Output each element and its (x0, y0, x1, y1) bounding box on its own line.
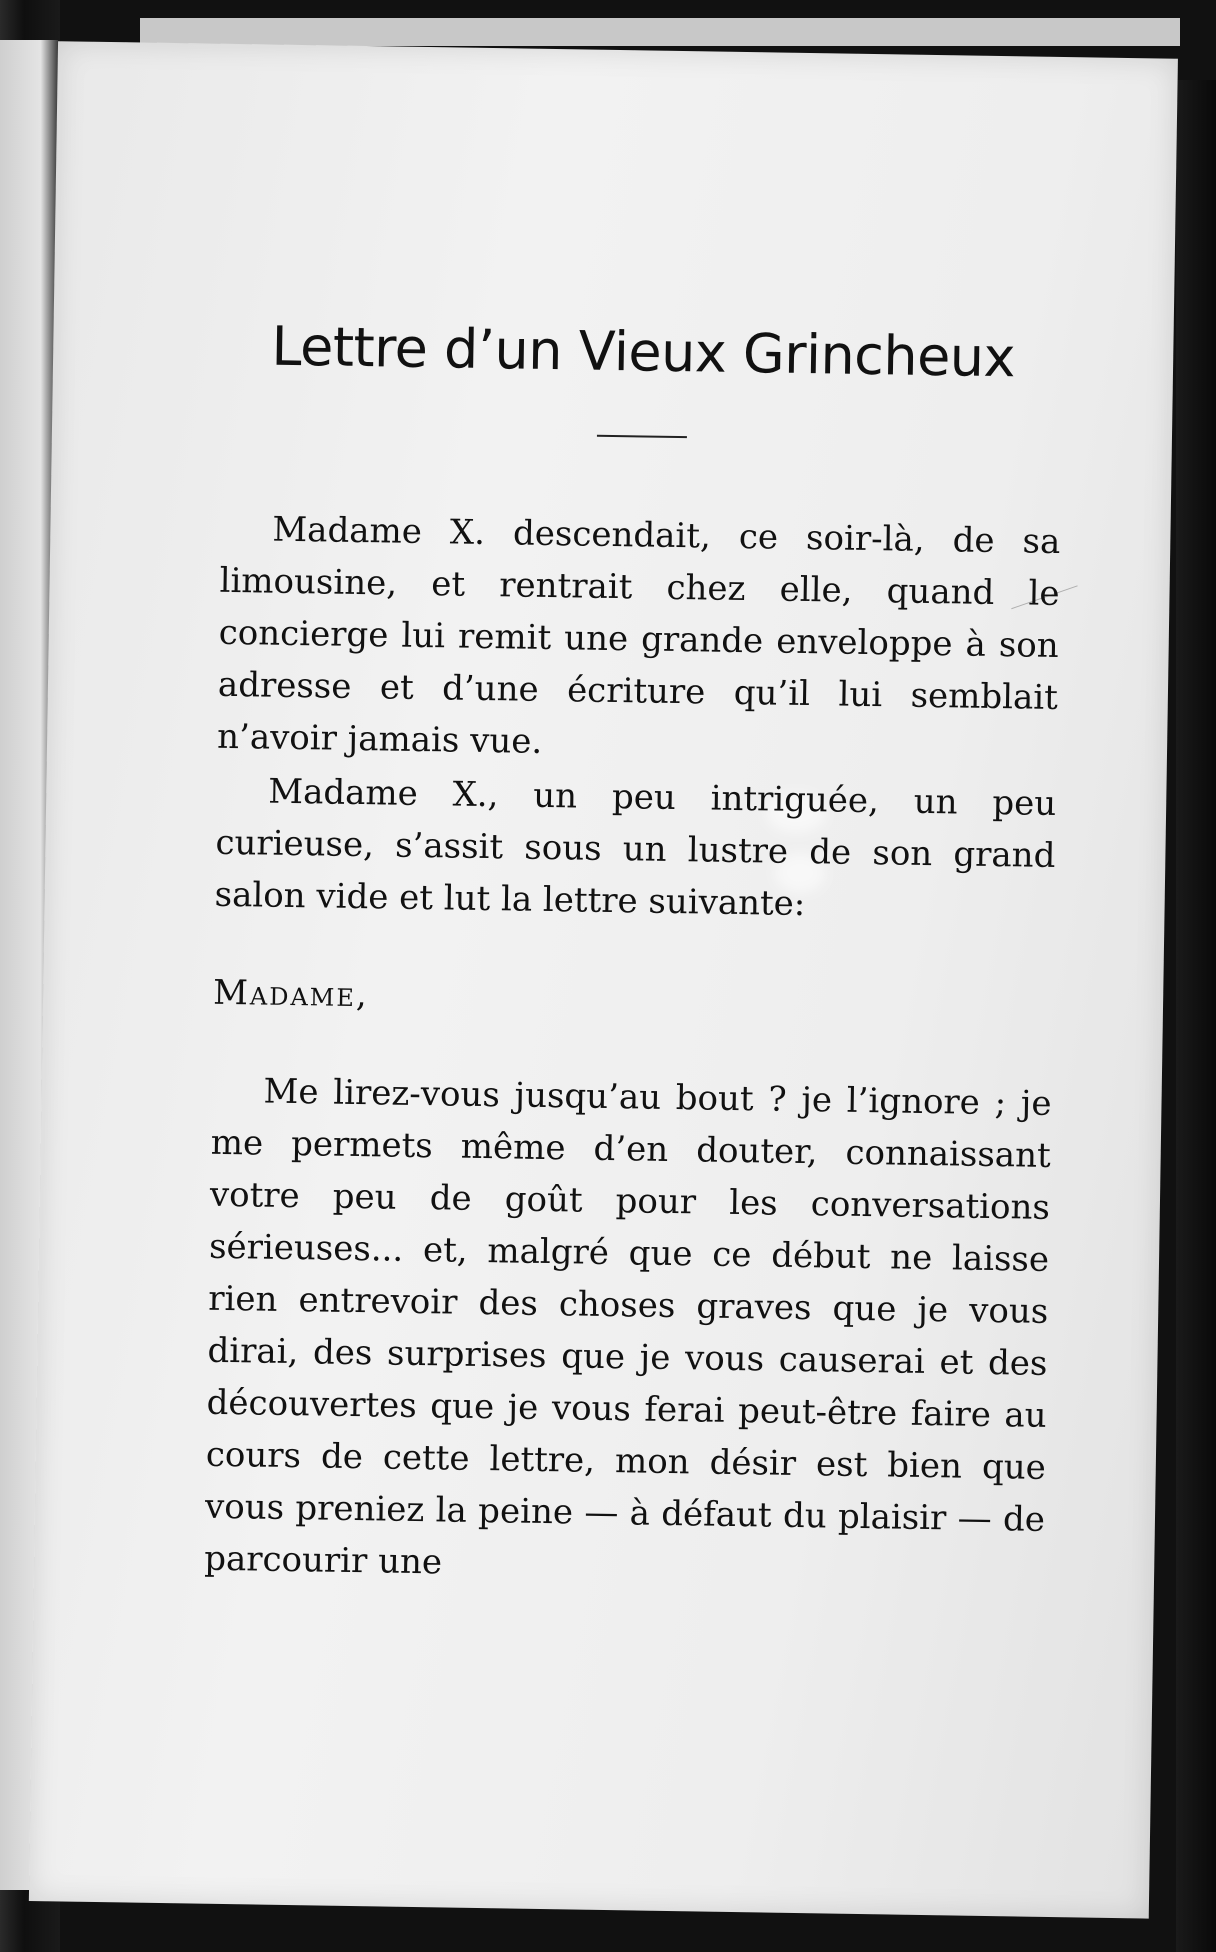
title-rule (597, 435, 687, 438)
body-paragraph-1: Madame X. descendait, ce soir-là, de sa limousine, et rentrait chez elle, quand le concierge lui remit une grande enveloppe à son adresse et d’une écriture qu’il lui semblait n’avoir jamais vue. (216, 509, 1061, 762)
top-page-strip (140, 18, 1180, 46)
body-paragraph-2: Madame X., un peu intriguée, un peu curieuse, s’assit sous un lustre de son grand salon vide et lut la lettre suivante: (214, 771, 1057, 925)
book-page (29, 41, 1178, 1918)
letter-salutation: Madame, (212, 972, 370, 1016)
page-content (204, 314, 1064, 1600)
page-title: Lettre d’un Vieux Grincheux (271, 314, 1016, 390)
right-dark-margin (1176, 80, 1216, 1952)
letter-paragraph-1: Me lirez-vous jusqu’au bout ? je l’ignore ; je me permets même d’en douter, connaissant votre peu de goût pour les conversations sérieuses... et, malgré que ce début ne laisse rien entrevoir des choses graves que je vous dirai, des surprises que je vous causerai et des découvertes que je vous ferai peut-être faire au cours de cette lettre, mon désir est bien que vous preniez la peine — à défaut du plaisir — de parcourir une (203, 1071, 1052, 1583)
